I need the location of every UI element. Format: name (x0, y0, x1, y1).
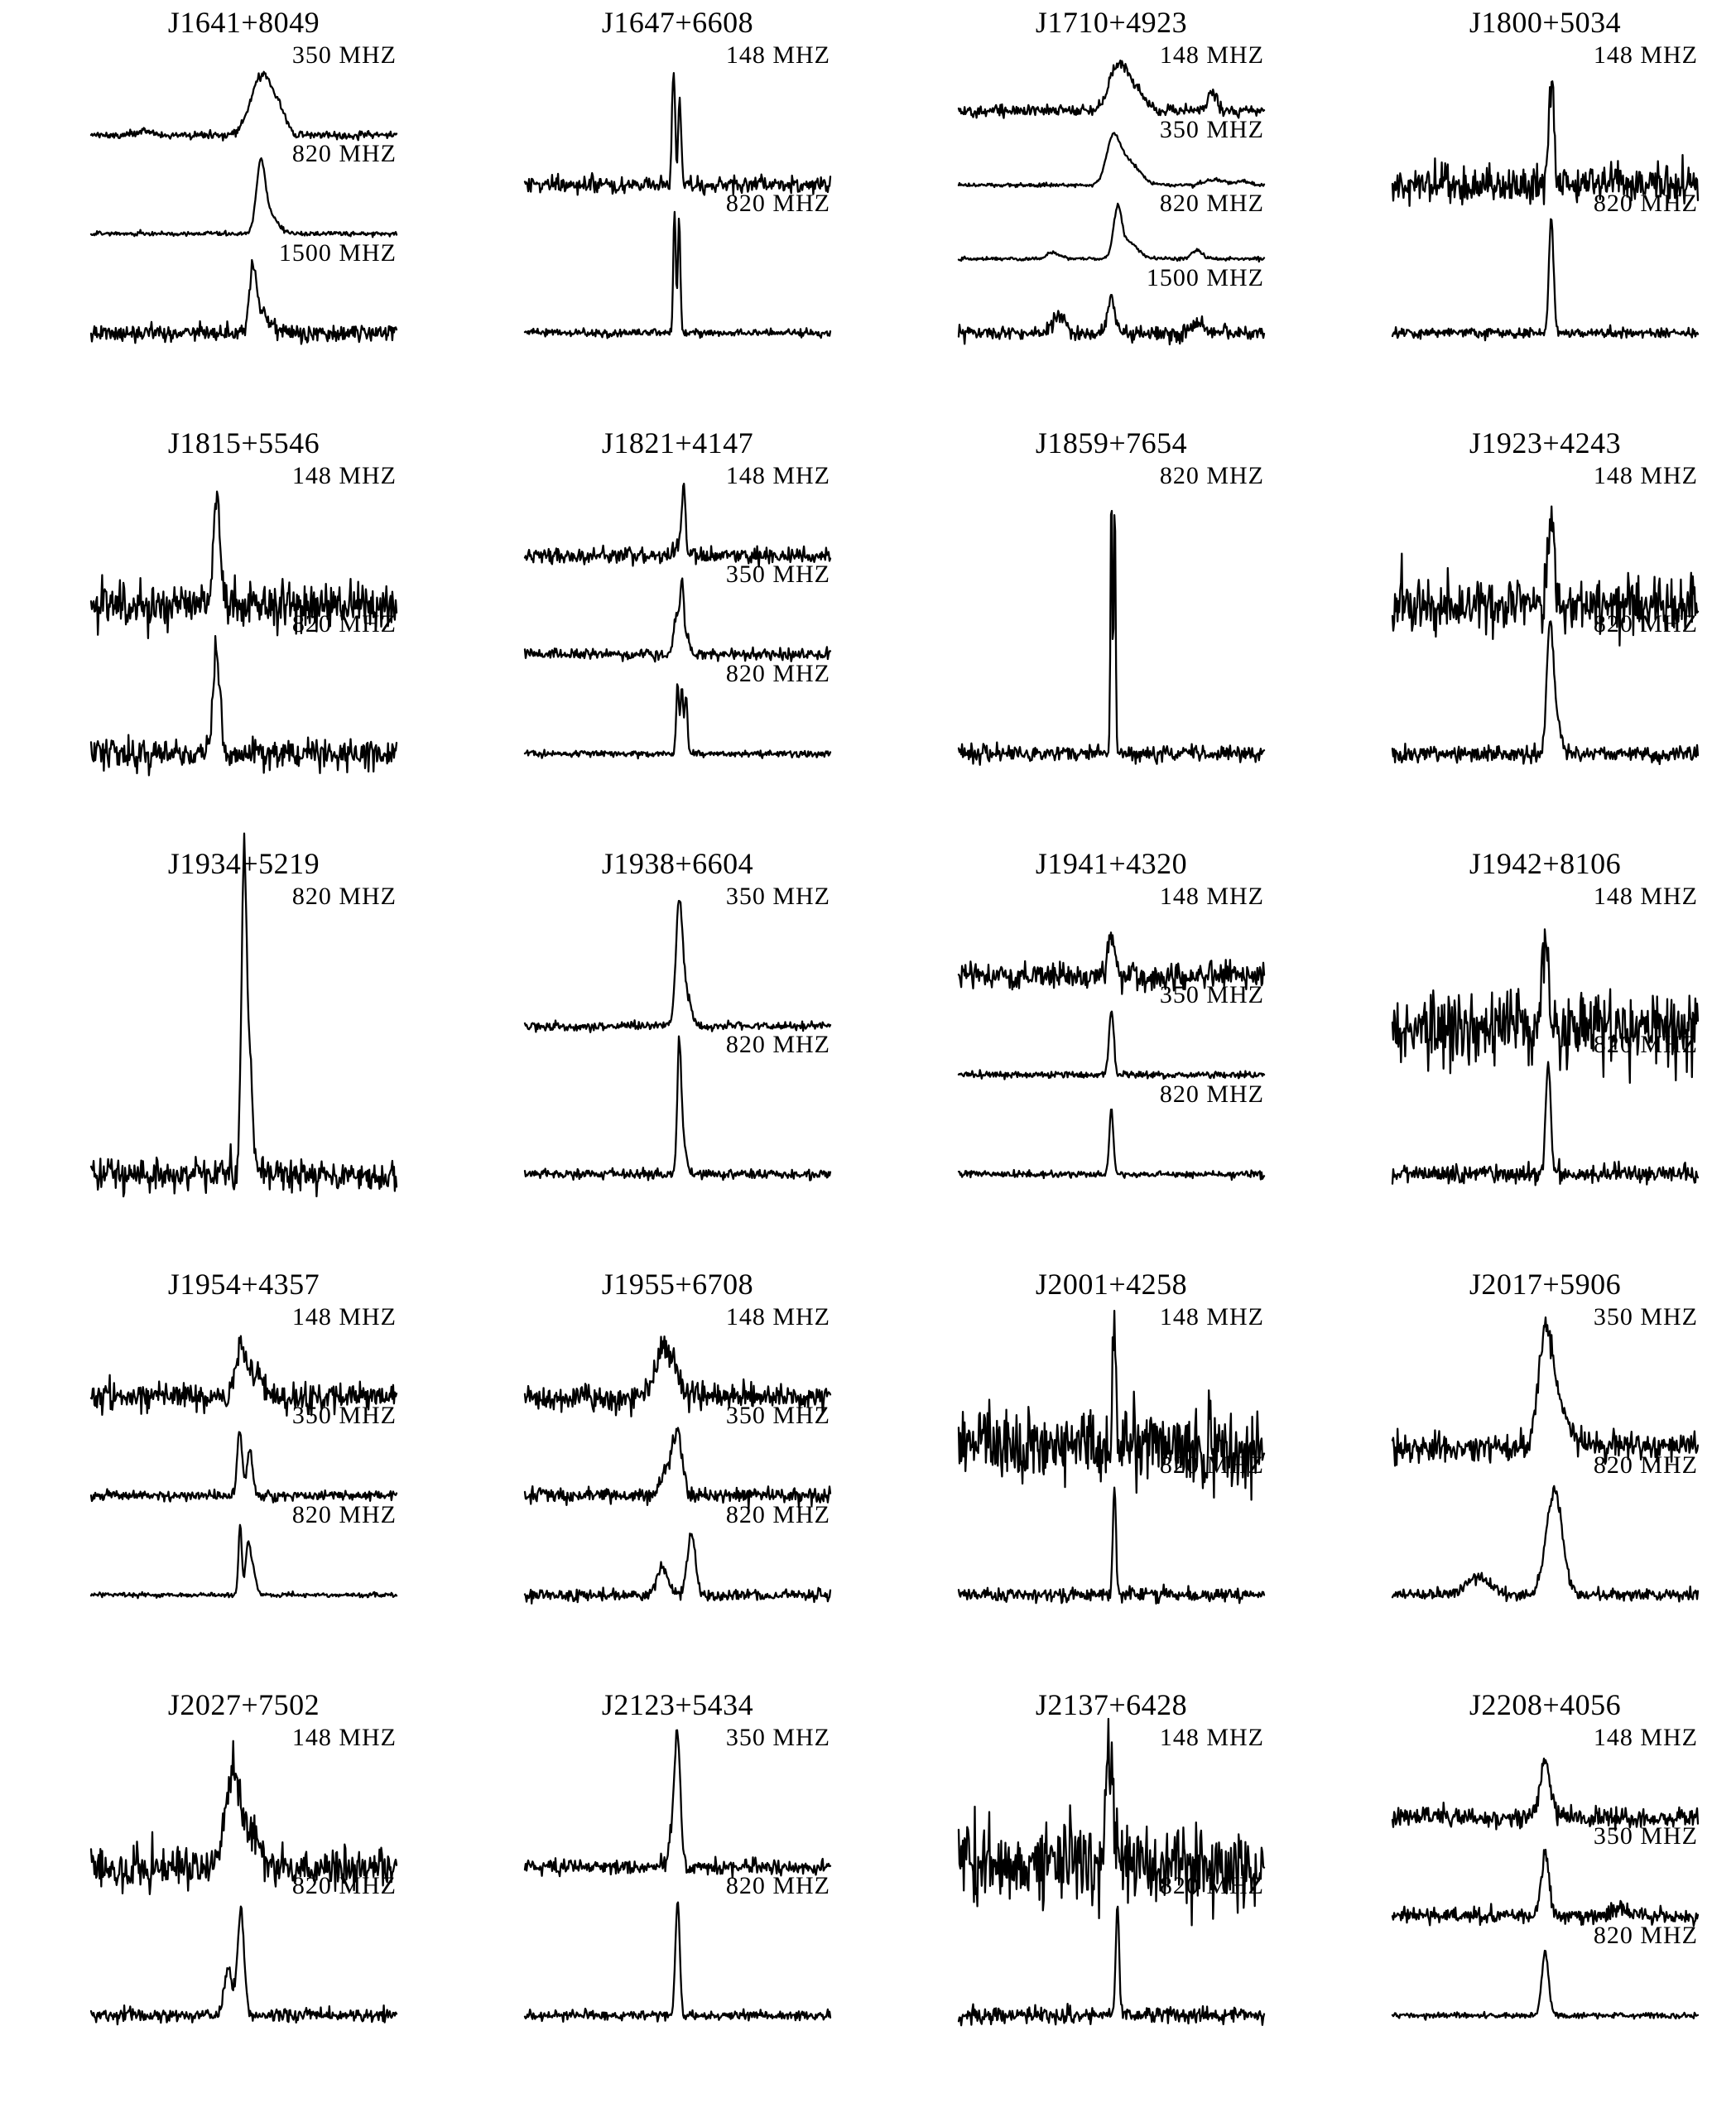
profile-line (525, 1903, 830, 2022)
pulsar-panel (868, 841, 1301, 1262)
frequency-label: 820 MHZ (291, 610, 397, 638)
frequency-label: 350 MHZ (725, 1724, 830, 1751)
trace-stack (525, 884, 830, 1181)
profile-line (1392, 1317, 1698, 1465)
profile-waveform (91, 884, 397, 1181)
frequency-label: 148 MHZ (1159, 1303, 1264, 1331)
profile-trace (525, 464, 830, 562)
profile-line (1392, 1062, 1698, 1186)
profile-line (91, 1432, 397, 1503)
profile-waveform (91, 464, 397, 612)
frequency-label: 350 MHZ (1159, 981, 1264, 1009)
pulsar-panel (0, 0, 434, 421)
profile-waveform (91, 43, 397, 142)
profile-waveform (1392, 464, 1698, 612)
frequency-label: 820 MHZ (1159, 1872, 1264, 1899)
profile-line (91, 1524, 397, 1597)
profile-trace (525, 43, 830, 191)
profile-line (1392, 219, 1698, 340)
profile-waveform (525, 659, 830, 760)
pulsar-panel (1301, 0, 1735, 421)
profile-trace (959, 263, 1264, 340)
profile-line (1392, 1951, 1698, 2019)
profile-trace (1392, 1453, 1698, 1601)
profile-trace (91, 1725, 397, 1874)
pulsar-name: J2208+4056 (1469, 1688, 1622, 1721)
profile-line (525, 73, 830, 195)
pulsar-name: J1800+5034 (1469, 6, 1622, 39)
profile-trace (959, 1453, 1264, 1601)
trace-stack (959, 884, 1264, 1181)
trace-stack (91, 884, 397, 1181)
profile-trace (525, 1032, 830, 1181)
trace-stack (525, 1725, 830, 2022)
profile-trace (959, 43, 1264, 118)
profile-waveform (525, 1725, 830, 1874)
profile-line (525, 1533, 830, 1604)
profile-trace (1392, 884, 1698, 1032)
pulsar-panel (1301, 421, 1735, 841)
profile-trace (1392, 1725, 1698, 1824)
profile-waveform (1392, 1923, 1698, 2022)
profile-waveform (1392, 884, 1698, 1032)
profile-line (525, 1037, 830, 1181)
profile-trace (525, 659, 830, 760)
pulsar-name: J2137+6428 (1035, 1688, 1188, 1721)
profile-trace (91, 464, 397, 612)
profile-line (91, 636, 397, 775)
profile-trace (959, 983, 1264, 1081)
profile-line (1392, 1486, 1698, 1602)
frequency-label: 820 MHZ (1159, 1451, 1264, 1479)
pulsar-panel (434, 1682, 868, 2103)
pulsar-panel (1301, 1262, 1735, 1682)
profile-waveform (525, 1032, 830, 1181)
profile-waveform (1392, 612, 1698, 760)
frequency-label: 820 MHZ (1593, 1451, 1698, 1479)
pulsar-name: J1859+7654 (1035, 426, 1188, 460)
profile-line (959, 1488, 1264, 1604)
pulsar-name: J1941+4320 (1035, 847, 1188, 880)
profile-waveform (525, 562, 830, 661)
trace-stack (525, 43, 830, 339)
frequency-label: 820 MHZ (1593, 1921, 1698, 1949)
profile-waveform (525, 43, 830, 191)
profile-line (959, 295, 1264, 344)
profile-waveform (959, 1725, 1264, 1874)
profile-trace (91, 1874, 397, 2022)
profile-line (959, 511, 1264, 765)
profile-line (959, 60, 1264, 118)
frequency-label: 820 MHZ (725, 1031, 830, 1058)
frequency-label: 350 MHZ (291, 41, 397, 69)
profile-line (959, 132, 1264, 187)
pulsar-panel (0, 1682, 434, 2103)
pulsar-name: J1821+4147 (601, 426, 754, 460)
pulsar-panel (868, 1262, 1301, 1682)
profile-waveform (91, 238, 397, 339)
profile-waveform (959, 191, 1264, 266)
frequency-label: 148 MHZ (291, 462, 397, 489)
pulsar-name: J2001+4258 (1035, 1268, 1188, 1301)
profile-waveform (91, 612, 397, 760)
frequency-label: 350 MHZ (1593, 1303, 1698, 1331)
frequency-label: 350 MHZ (1593, 1822, 1698, 1850)
profile-line (91, 1907, 397, 2025)
profile-trace (525, 1725, 830, 1874)
profile-waveform (91, 1305, 397, 1403)
pulsar-panel (868, 0, 1301, 421)
frequency-label: 350 MHZ (291, 1402, 397, 1430)
pulsar-panel (868, 421, 1301, 841)
frequency-label: 350 MHZ (725, 1402, 830, 1430)
profile-trace (959, 191, 1264, 266)
profile-waveform (91, 1874, 397, 2022)
pulsar-panel (0, 421, 434, 841)
profile-line (525, 212, 830, 339)
profile-line (525, 1730, 830, 1878)
frequency-label: 148 MHZ (725, 462, 830, 489)
pulsar-name: J1647+6608 (601, 6, 754, 39)
profile-trace (959, 1725, 1264, 1874)
pulsar-name: J1815+5546 (167, 426, 320, 460)
profile-line (1392, 81, 1698, 206)
profile-line (1392, 1759, 1698, 1831)
profile-trace (1392, 1824, 1698, 1923)
profile-line (1392, 622, 1698, 765)
profile-trace (1392, 1305, 1698, 1453)
trace-stack (525, 1305, 830, 1601)
pulsar-panel (434, 1262, 868, 1682)
trace-stack (1392, 1725, 1698, 2022)
frequency-label: 820 MHZ (725, 190, 830, 217)
profile-trace (525, 884, 830, 1032)
profile-waveform (525, 464, 830, 562)
profile-trace (525, 1403, 830, 1502)
frequency-label: 820 MHZ (725, 1872, 830, 1899)
profile-trace (959, 1305, 1264, 1453)
profile-trace (959, 884, 1264, 983)
pulsar-panel (0, 841, 434, 1262)
profile-waveform (91, 1725, 397, 1874)
profile-waveform (525, 1874, 830, 2022)
trace-stack (1392, 43, 1698, 339)
profile-trace (1392, 1923, 1698, 2022)
frequency-label: 148 MHZ (291, 1724, 397, 1751)
trace-stack (1392, 884, 1698, 1181)
profile-trace (525, 1874, 830, 2022)
trace-stack (959, 43, 1264, 339)
pulsar-name: J1954+4357 (167, 1268, 320, 1301)
profile-waveform (1392, 1032, 1698, 1181)
profile-waveform (1392, 43, 1698, 191)
profile-trace (959, 1082, 1264, 1181)
profile-line (91, 158, 397, 237)
frequency-label: 1500 MHZ (278, 238, 397, 267)
pulsar-panel (434, 0, 868, 421)
trace-stack (959, 464, 1264, 760)
profile-waveform (959, 1305, 1264, 1453)
profile-waveform (91, 1403, 397, 1502)
profile-trace (1392, 191, 1698, 339)
profile-line (525, 901, 830, 1032)
trace-stack (959, 1305, 1264, 1601)
trace-stack (91, 1305, 397, 1601)
pulsar-panel (1301, 841, 1735, 1262)
profile-trace (959, 115, 1264, 192)
frequency-label: 820 MHZ (1593, 190, 1698, 217)
profile-waveform (959, 1082, 1264, 1181)
frequency-label: 820 MHZ (725, 659, 830, 687)
profile-waveform (525, 191, 830, 339)
profile-waveform (959, 1874, 1264, 2022)
profile-waveform (959, 43, 1264, 118)
profile-line (525, 579, 830, 662)
profile-trace (1392, 612, 1698, 760)
profile-waveform (91, 1500, 397, 1601)
frequency-label: 148 MHZ (1593, 883, 1698, 910)
profile-waveform (525, 1403, 830, 1502)
frequency-label: 820 MHZ (1593, 610, 1698, 638)
frequency-label: 820 MHZ (291, 140, 397, 168)
trace-stack (91, 43, 397, 339)
profile-trace (525, 1500, 830, 1601)
profile-trace (91, 1500, 397, 1601)
profile-waveform (959, 263, 1264, 340)
pulsar-name: J1923+4243 (1469, 426, 1622, 460)
profile-waveform (1392, 1453, 1698, 1601)
profile-trace (1392, 43, 1698, 191)
profile-waveform (1392, 1305, 1698, 1453)
profile-trace (1392, 464, 1698, 612)
profile-waveform (1392, 1725, 1698, 1824)
profile-waveform (525, 1305, 830, 1403)
frequency-label: 148 MHZ (1159, 883, 1264, 910)
profile-trace (959, 464, 1264, 760)
frequency-label: 148 MHZ (1593, 1724, 1698, 1751)
frequency-label: 148 MHZ (291, 1303, 397, 1331)
profile-waveform (525, 1500, 830, 1601)
profile-line (959, 204, 1264, 262)
profile-line (525, 484, 830, 566)
frequency-label: 148 MHZ (1593, 462, 1698, 489)
profile-trace (91, 238, 397, 339)
profile-trace (525, 562, 830, 661)
profile-waveform (959, 115, 1264, 192)
profile-line (91, 834, 397, 1196)
frequency-label: 148 MHZ (725, 41, 830, 69)
profile-line (91, 260, 397, 344)
pulsar-name: J2027+7502 (167, 1688, 320, 1721)
pulsar-name: J1934+5219 (167, 847, 320, 880)
profile-trace (959, 1874, 1264, 2022)
profile-waveform (959, 1453, 1264, 1601)
profile-trace (91, 142, 397, 240)
profile-waveform (959, 884, 1264, 983)
profile-waveform (1392, 191, 1698, 339)
profile-line (959, 1907, 1264, 2025)
trace-stack (525, 464, 830, 760)
trace-stack (1392, 464, 1698, 760)
frequency-label: 820 MHZ (1159, 190, 1264, 217)
profile-line (525, 684, 830, 758)
frequency-label: 820 MHZ (1593, 1031, 1698, 1058)
pulsar-name: J1942+8106 (1469, 847, 1622, 880)
frequency-label: 350 MHZ (725, 561, 830, 589)
frequency-label: 820 MHZ (291, 1500, 397, 1528)
profile-trace (525, 191, 830, 339)
frequency-label: 820 MHZ (291, 1872, 397, 1899)
profile-waveform (959, 983, 1264, 1081)
profile-trace (1392, 1032, 1698, 1181)
profile-trace (525, 1305, 830, 1403)
profile-trace (91, 884, 397, 1181)
pulsar-panel (434, 841, 868, 1262)
pulsar-panel (868, 1682, 1301, 2103)
profile-trace (91, 43, 397, 142)
pulsar-panel (1301, 1682, 1735, 2103)
trace-stack (91, 464, 397, 760)
pulsar-name: J1938+6604 (601, 847, 754, 880)
pulsar-name: J1955+6708 (601, 1268, 754, 1301)
pulsar-name: J1710+4923 (1035, 6, 1188, 39)
frequency-label: 820 MHZ (1159, 1080, 1264, 1108)
frequency-label: 820 MHZ (725, 1500, 830, 1528)
profile-line (959, 1012, 1264, 1080)
trace-stack (1392, 1305, 1698, 1601)
profile-line (91, 72, 397, 141)
trace-stack (959, 1725, 1264, 2022)
frequency-label: 820 MHZ (291, 883, 397, 910)
frequency-label: 148 MHZ (1159, 1724, 1264, 1751)
pulsar-panel (434, 421, 868, 841)
profile-trace (91, 1403, 397, 1502)
pulsar-panel (0, 1262, 434, 1682)
pulsar-name: J2123+5434 (601, 1688, 754, 1721)
profile-waveform (91, 142, 397, 240)
profile-trace (91, 1305, 397, 1403)
frequency-label: 148 MHZ (1159, 41, 1264, 69)
frequency-label: 350 MHZ (725, 883, 830, 910)
profile-trace (91, 612, 397, 760)
profile-waveform (1392, 1824, 1698, 1923)
pulsar-name: J2017+5906 (1469, 1268, 1622, 1301)
profile-line (959, 1109, 1264, 1180)
frequency-label: 148 MHZ (1593, 41, 1698, 69)
frequency-label: 148 MHZ (725, 1303, 830, 1331)
profile-line (1392, 1850, 1698, 1926)
profile-waveform (525, 884, 830, 1032)
frequency-label: 1500 MHZ (1146, 263, 1264, 291)
profile-waveform (959, 464, 1264, 760)
trace-stack (91, 1725, 397, 2022)
profile-line (525, 1428, 830, 1509)
frequency-label: 820 MHZ (1159, 462, 1264, 489)
pulsar-name: J1641+8049 (167, 6, 320, 39)
frequency-label: 350 MHZ (1159, 115, 1264, 143)
